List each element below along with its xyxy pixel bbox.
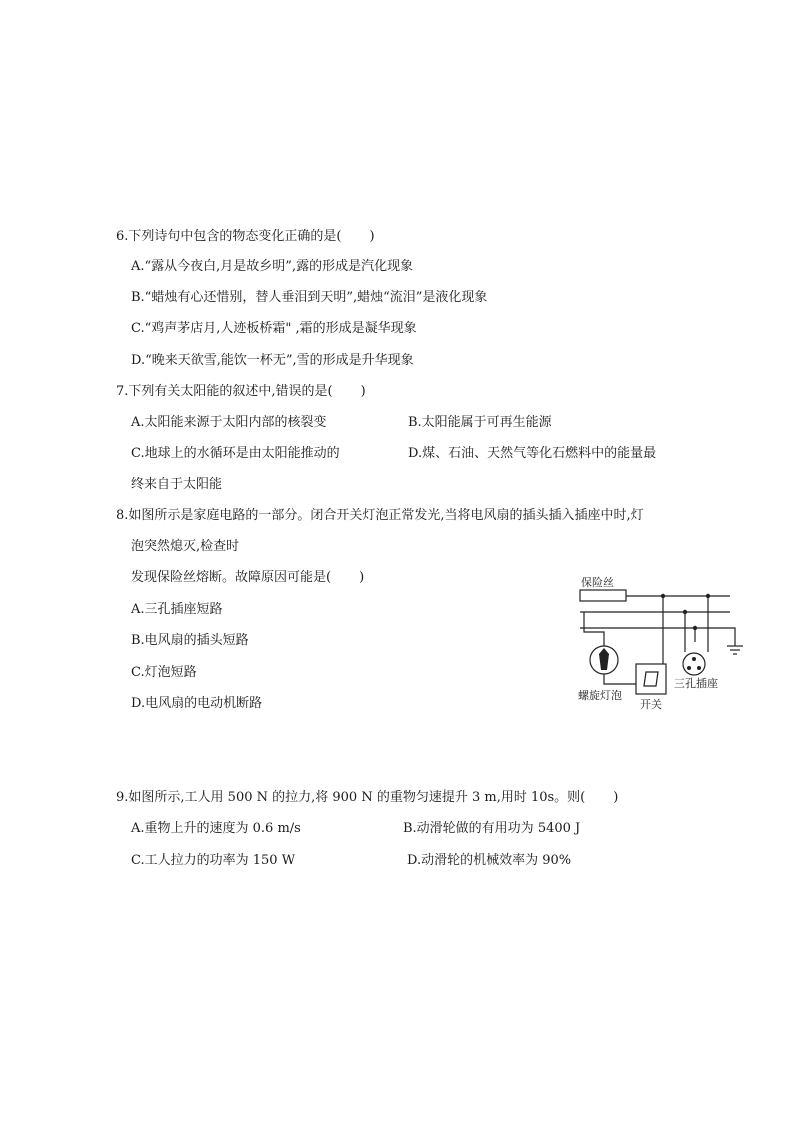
question-9-option-b: B.动滑轮做的有用功为 5400 J	[403, 821, 581, 836]
question-7-option-c: C.地球上的水循环是由太阳能推动的	[131, 446, 340, 461]
question-7-option-b: B.太阳能属于可再生能源	[408, 415, 552, 430]
question-8-option-a: A.三孔插座短路	[131, 602, 223, 617]
question-9-option-c: C.工人拉力的功率为 150 W	[131, 853, 296, 868]
question-8-stem-line3: 发现保险丝熔断。故障原因可能是( )	[131, 570, 365, 585]
question-7-option-a: A.太阳能来源于太阳内部的核裂变	[131, 415, 327, 430]
fuse-label: 保险丝	[581, 576, 614, 589]
bulb-label: 螺旋灯泡	[578, 689, 622, 702]
question-8-option-b: B.电风扇的插头短路	[131, 633, 249, 648]
question-9-option-a: A.重物上升的速度为 0.6 m/s	[131, 821, 301, 836]
switch-icon	[636, 664, 666, 694]
household-circuit-diagram	[560, 574, 750, 714]
question-9-option-d: D.动滑轮的机械效率为 90%	[407, 853, 572, 868]
question-8-stem-line1: 8.如图所示是家庭电路的一部分。闭合开关灯泡正常发光,当将电风扇的插头插入插座中时,灯	[116, 508, 644, 523]
question-9-stem: 9.如图所示,工人用 500 N 的拉力,将 900 N 的重物匀速提升 3 m,用时 10s。则( )	[116, 790, 619, 805]
switch-label: 开关	[640, 698, 662, 711]
question-8-option-d: D.电风扇的电动机断路	[131, 696, 263, 711]
question-7-continuation: 终来自于太阳能	[131, 477, 223, 492]
fuse-icon	[580, 590, 626, 601]
socket-label: 三孔插座	[674, 677, 718, 690]
question-6-option-d: D.“晚来天欲雪,能饮一杯无”,雪的形成是升华现象	[131, 353, 414, 368]
question-8-option-c: C.灯泡短路	[131, 665, 197, 680]
question-6-option-b: B.“蜡烛有心还惜别，替人垂泪到天明”,蜡烛“流泪”是液化现象	[131, 290, 488, 305]
question-7-stem: 7.下列有关太阳能的叙述中,错误的是( )	[116, 384, 366, 399]
question-8-stem-line2: 泡突然熄灭,检查时	[131, 539, 240, 554]
question-7-option-d: D.煤、石油、天然气等化石燃料中的能量最	[408, 446, 657, 461]
three-hole-socket-icon	[683, 653, 705, 675]
question-6-option-a: A.“露从今夜白,月是故乡明”,露的形成是汽化现象	[131, 259, 414, 274]
question-6-option-c: C.“鸡声茅店月,人迹板桥霜" ,霜的形成是凝华现象	[131, 321, 417, 336]
question-6-stem: 6.下列诗句中包含的物态变化正确的是( )	[116, 229, 375, 244]
